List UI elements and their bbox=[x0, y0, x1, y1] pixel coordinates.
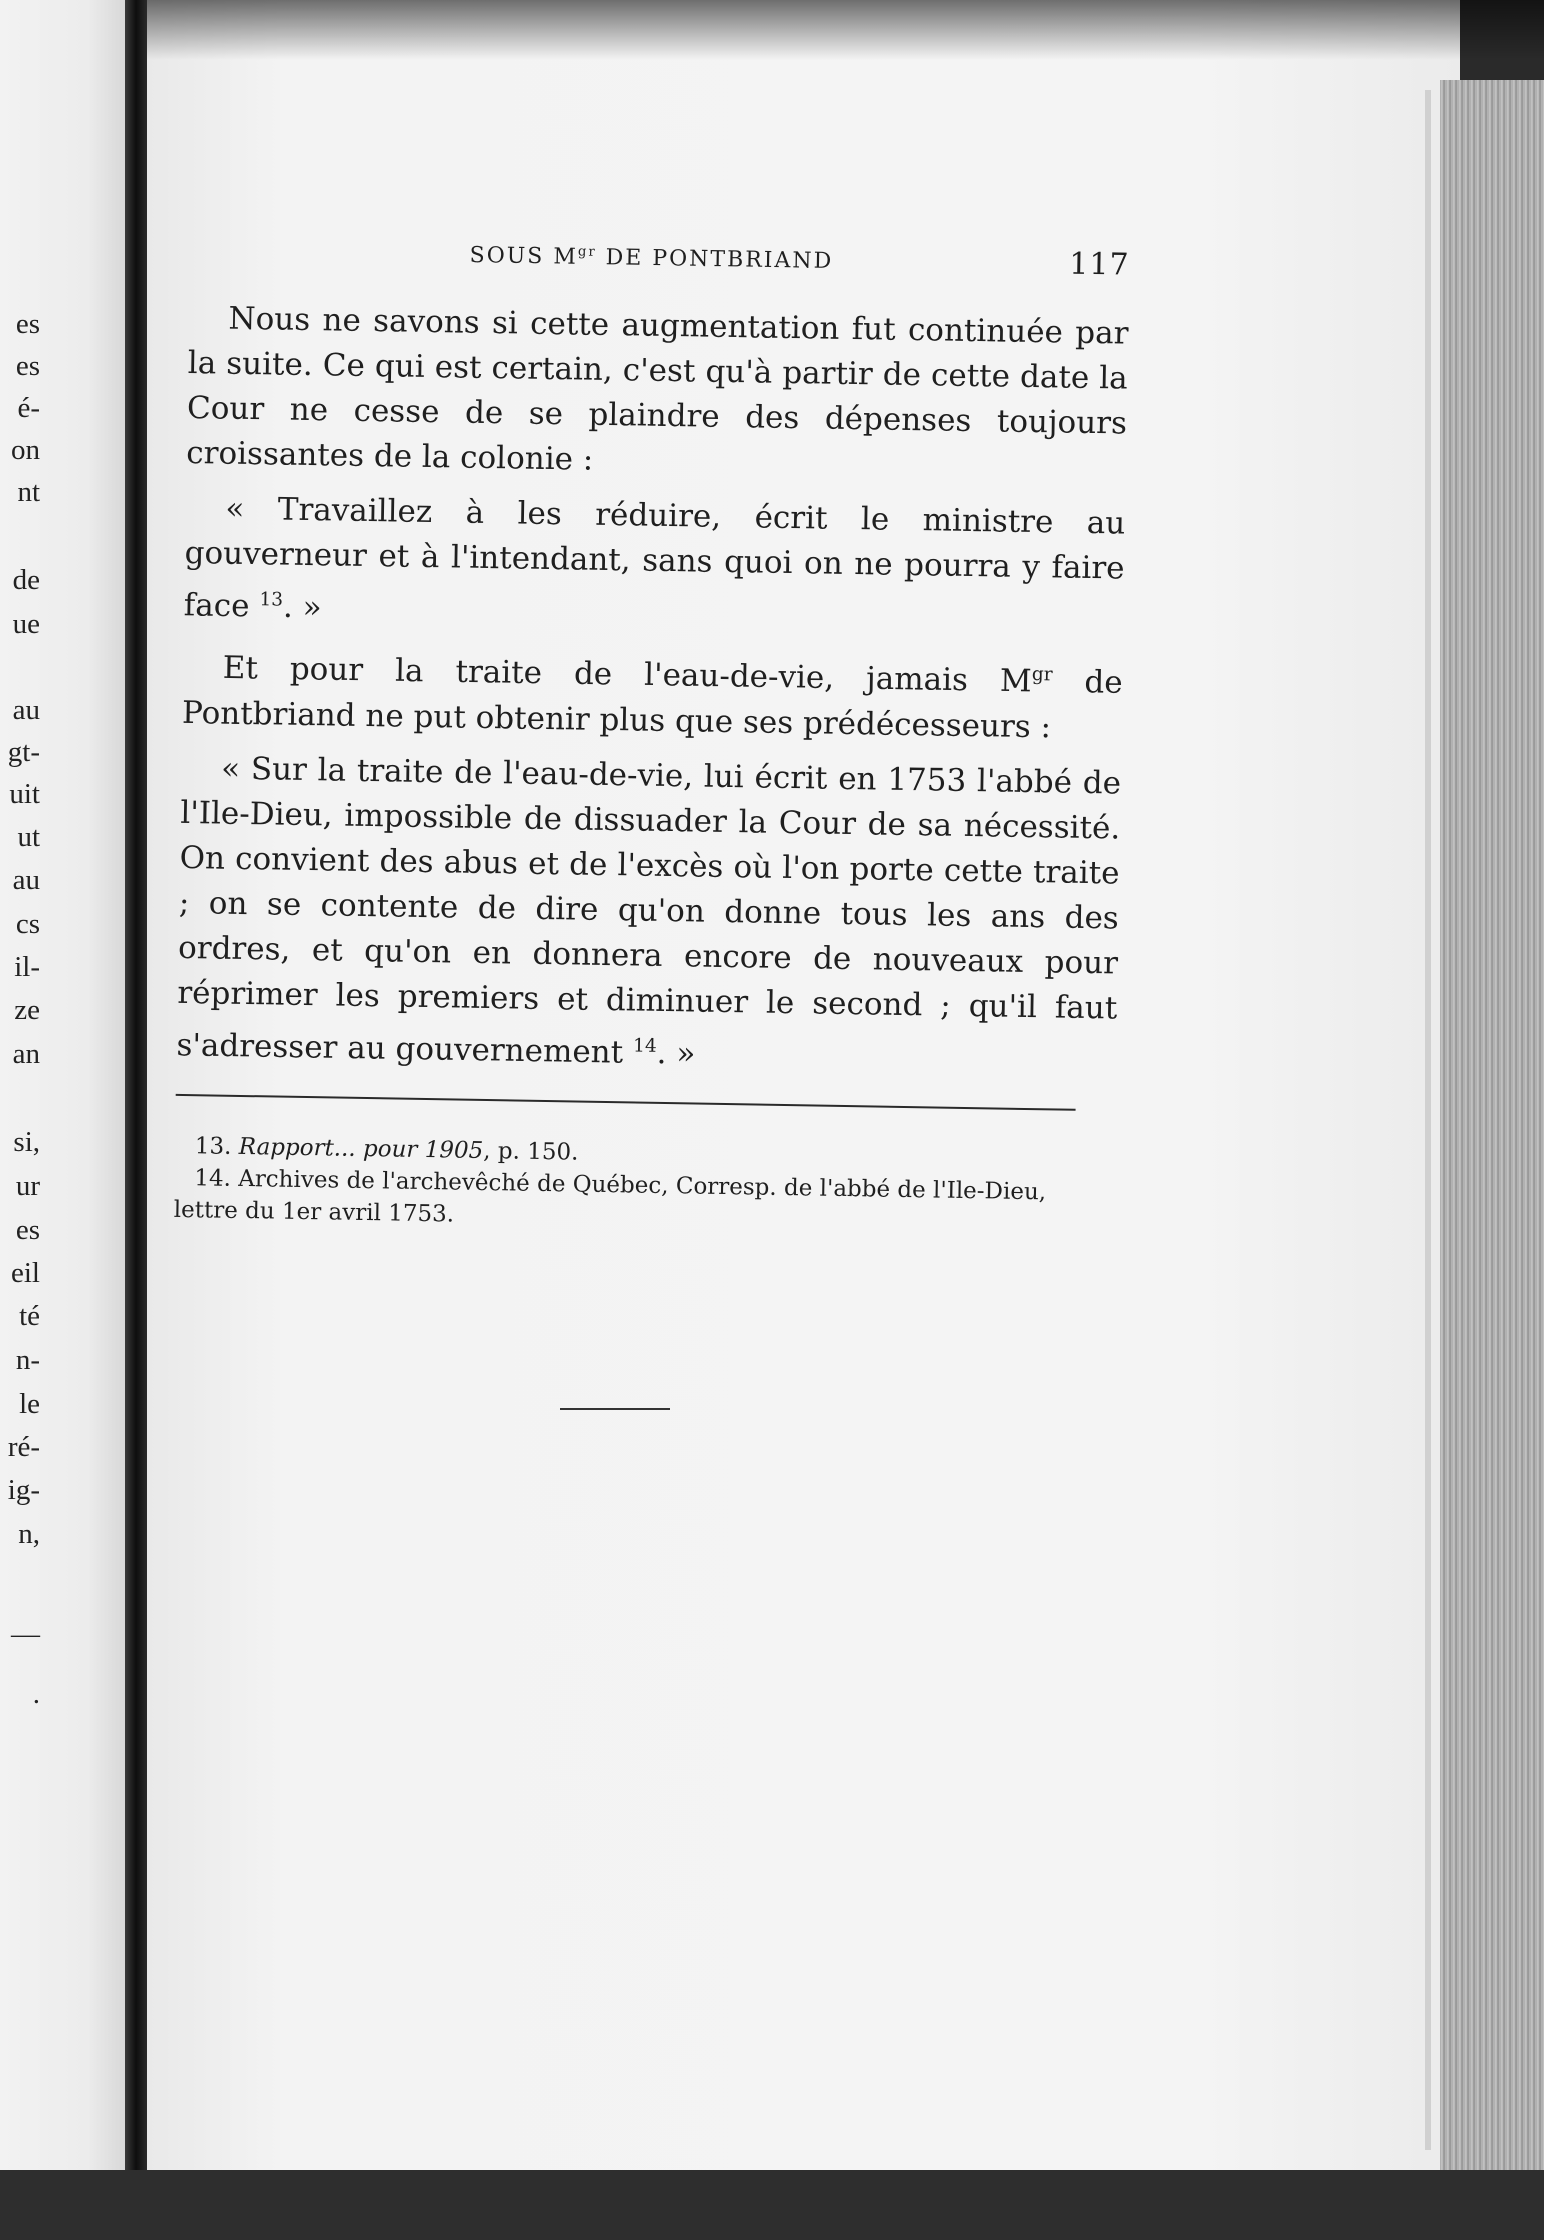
running-title-post: DE PONTBRIAND bbox=[596, 245, 834, 274]
footnote-number: 13. bbox=[194, 1133, 239, 1160]
page-content bbox=[174, 232, 1130, 1241]
paragraph bbox=[182, 638, 1123, 751]
left-page-fragment: ré- bbox=[7, 1431, 40, 1463]
paragraph-text: « Travaillez à les réduire, écrit le ministre au gouverneur et à l'intendant, sans quoi on ne pourra y faire face bbox=[183, 490, 1126, 625]
page-stack-edge bbox=[1440, 80, 1544, 2170]
left-page-fragment: eil bbox=[11, 1257, 40, 1289]
left-page-fragment: gt- bbox=[7, 736, 40, 768]
footnote-rule bbox=[176, 1094, 1076, 1111]
page-edge-line bbox=[1425, 90, 1431, 2150]
left-page-fragment: on bbox=[11, 434, 40, 466]
running-title-sup: gr bbox=[577, 244, 597, 260]
left-page-fragment: an bbox=[12, 1038, 40, 1070]
left-page-fragment: ue bbox=[12, 608, 40, 640]
left-page-fragment: uit bbox=[9, 778, 40, 810]
left-page-edge bbox=[0, 0, 125, 2240]
footnote-ref: 13 bbox=[259, 589, 284, 611]
footnote-text: , p. 150. bbox=[483, 1137, 579, 1166]
paragraph-text: Et pour la traite de l'eau-de-vie, jamais M bbox=[222, 650, 1032, 700]
paragraph bbox=[176, 746, 1121, 1084]
left-page-fragment: — bbox=[11, 1618, 40, 1650]
left-page-fragment: n, bbox=[18, 1518, 40, 1550]
paragraph-text: « Sur la traite de l'eau-de-vie, lui écrit en 1753 l'abbé de l'Ile-Dieu, impossible de dissuader la Cour de sa nécessité. On convient des abus et de l'excès où l'on porte cette traite ; on se contente de dire qu'on donne tous les ans des ordres, et qu'on en donnera encore de nouveaux pour réprimer les premiers et diminuer le second ; qu'il faut s'adresser au gouvernement bbox=[176, 750, 1122, 1071]
left-page-fragment: ur bbox=[15, 1170, 40, 1202]
left-page-fragment: es bbox=[15, 350, 40, 382]
paragraph-text: Nous ne savons si cette augmentation fut continuée par la suite. Ce qui est certain, c'est qu'à partir de cette date la Cour ne cesse de se plaindre des dépenses toujours croissantes de la colonie : bbox=[186, 300, 1129, 478]
footnotes bbox=[174, 1130, 1115, 1242]
bottom-band bbox=[0, 2170, 1544, 2240]
footnote-text: Archives de l'archevêché de Québec, Corresp. de l'abbé de l'Ile-Dieu, lettre du 1er avril 1753. bbox=[173, 1165, 1047, 1228]
left-page-fragment: cs bbox=[15, 908, 40, 940]
paragraph bbox=[186, 296, 1129, 492]
left-page-fragment: . bbox=[32, 1678, 40, 1710]
left-page-fragment: n- bbox=[15, 1344, 40, 1376]
page-number: 117 bbox=[1069, 246, 1130, 283]
left-page-fragment: si, bbox=[13, 1126, 40, 1158]
running-title-pre: SOUS M bbox=[469, 242, 579, 270]
top-shadow bbox=[147, 0, 1544, 60]
left-page-fragment: nt bbox=[17, 476, 40, 508]
paragraph bbox=[183, 486, 1125, 644]
left-page-fragment: de bbox=[12, 564, 40, 596]
left-page-fragment: il- bbox=[14, 951, 40, 983]
footnote-number: 14. bbox=[194, 1165, 239, 1192]
left-page-fragment: es bbox=[15, 1214, 40, 1246]
book-gutter bbox=[125, 0, 147, 2240]
end-rule bbox=[560, 1408, 670, 1410]
footnote-ref: 14 bbox=[632, 1035, 657, 1057]
paragraph-text-end: . » bbox=[656, 1034, 696, 1072]
left-page-fragment: le bbox=[19, 1388, 40, 1420]
paragraph-text-end: . » bbox=[282, 588, 322, 626]
left-page-fragment: ze bbox=[14, 994, 40, 1026]
superscript: gr bbox=[1031, 664, 1053, 686]
paragraph-text-end: de Pontbriand ne put obtenir plus que ses prédécesseurs : bbox=[181, 664, 1123, 745]
footnote-italic: Rapport... pour 1905 bbox=[238, 1133, 484, 1164]
left-page-fragment: é- bbox=[17, 392, 40, 424]
left-page-fragment: es bbox=[15, 308, 40, 340]
left-page-fragment: au bbox=[12, 694, 40, 726]
left-page-fragment: ut bbox=[17, 821, 40, 853]
left-page-fragment: té bbox=[19, 1300, 40, 1332]
running-title bbox=[469, 243, 833, 274]
left-page-fragment: ig- bbox=[7, 1474, 40, 1506]
left-page-fragment: au bbox=[12, 864, 40, 896]
body-text bbox=[176, 296, 1129, 1083]
